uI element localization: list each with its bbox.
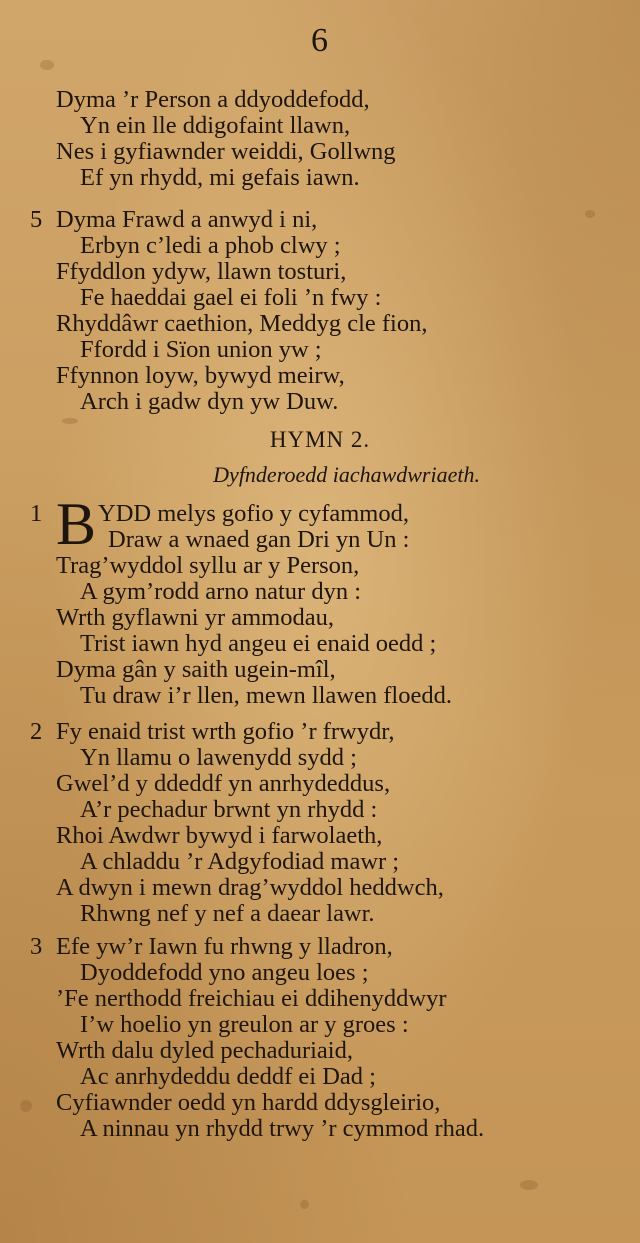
verse-line: Ffyddlon ydyw, llawn tosturi, [56,258,347,285]
foxing-spot [520,1180,538,1190]
verse-line: Cyfiawnder oedd yn hardd ddysgleirio, [56,1089,441,1116]
verse-line: Trist iawn hyd angeu ei enaid oedd ; [80,630,437,657]
verse-line: Wrth gyflawni yr ammodau, [56,604,334,631]
verse-line: Efe yw’r Iawn fu rhwng y lladron, [56,933,393,960]
verse-line: Dyma ’r Person a ddyoddefodd, [56,86,370,113]
verse-line: YDD melys gofio y cyfammod, [98,500,409,527]
stanza-number: 3 [30,933,43,960]
verse-line: Tu draw i’r llen, mewn llawen floedd. [80,682,452,709]
foxing-spot [20,1100,32,1112]
verse-line: Erbyn c’ledi a phob clwy ; [80,232,341,259]
verse-line: Nes i gyfiawnder weiddi, Gollwng [56,138,396,165]
verse-line: Ac anrhydeddu deddf ei Dad ; [80,1063,376,1090]
verse-line: Draw a wnaed gan Dri yn Un : [108,526,410,553]
stanza-number: 1 [30,500,43,527]
verse-line: ’Fe nerthodd freichiau ei ddihenyddwyr [56,985,447,1012]
foxing-spot [40,60,54,70]
verse-line: A gym’rodd arno natur dyn : [80,578,362,605]
verse-line: A’r pechadur brwnt yn rhydd : [80,796,378,823]
verse-line: Ef yn rhydd, mi gefais iawn. [80,164,360,191]
hymn-subtitle: Dyfnderoedd iachawdwriaeth. [213,462,480,487]
verse-line: Rhoi Awdwr bywyd i farwolaeth, [56,822,383,849]
page-number: 6 [311,22,329,59]
verse-line: A dwyn i mewn drag’wyddol heddwch, [56,874,444,901]
verse-line: Yn llamu o lawenydd sydd ; [80,744,357,771]
verse-line: Rhyddâwr caethion, Meddyg cle fion, [56,310,428,337]
verse-line: A ninnau yn rhydd trwy ’r cymmod rhad. [80,1115,485,1142]
verse-line: Ffordd i Sïon union yw ; [80,336,322,363]
verse-line: I’w hoelio yn greulon ar y groes : [80,1011,409,1038]
stanza-number: 5 [30,206,43,233]
verse-line: Dyoddefodd yno angeu loes ; [80,959,369,986]
verse-line: A chladdu ’r Adgyfodiad mawr ; [80,848,400,875]
drop-cap: B [56,491,97,557]
verse-line: Arch i gadw dyn yw Duw. [80,388,339,415]
verse-line: Gwel’d y ddeddf yn anrhydeddus, [56,770,391,797]
foxing-spot [585,210,595,218]
verse-line: Yn ein lle ddigofaint llawn, [80,112,351,139]
hymn-title: HYMN 2. [269,427,371,452]
verse-line: Trag’wyddol syllu ar y Person, [56,552,360,579]
verse-line: Dyma Frawd a anwyd i ni, [56,206,318,233]
verse-line: Fy enaid trist wrth gofio ’r frwydr, [56,718,395,745]
stanza-number: 2 [30,718,43,745]
foxing-spot [300,1200,309,1209]
verse-line: Wrth dalu dyled pechaduriaid, [56,1037,353,1064]
verse-line: Ffynnon loyw, bywyd meirw, [56,362,345,389]
verse-line: Dyma gân y saith ugein-mîl, [56,656,336,683]
verse-line: Rhwng nef y nef a daear lawr. [80,900,375,927]
verse-line: Fe haeddai gael ei foli ’n fwy : [80,284,382,311]
foxing-spot [62,418,78,424]
